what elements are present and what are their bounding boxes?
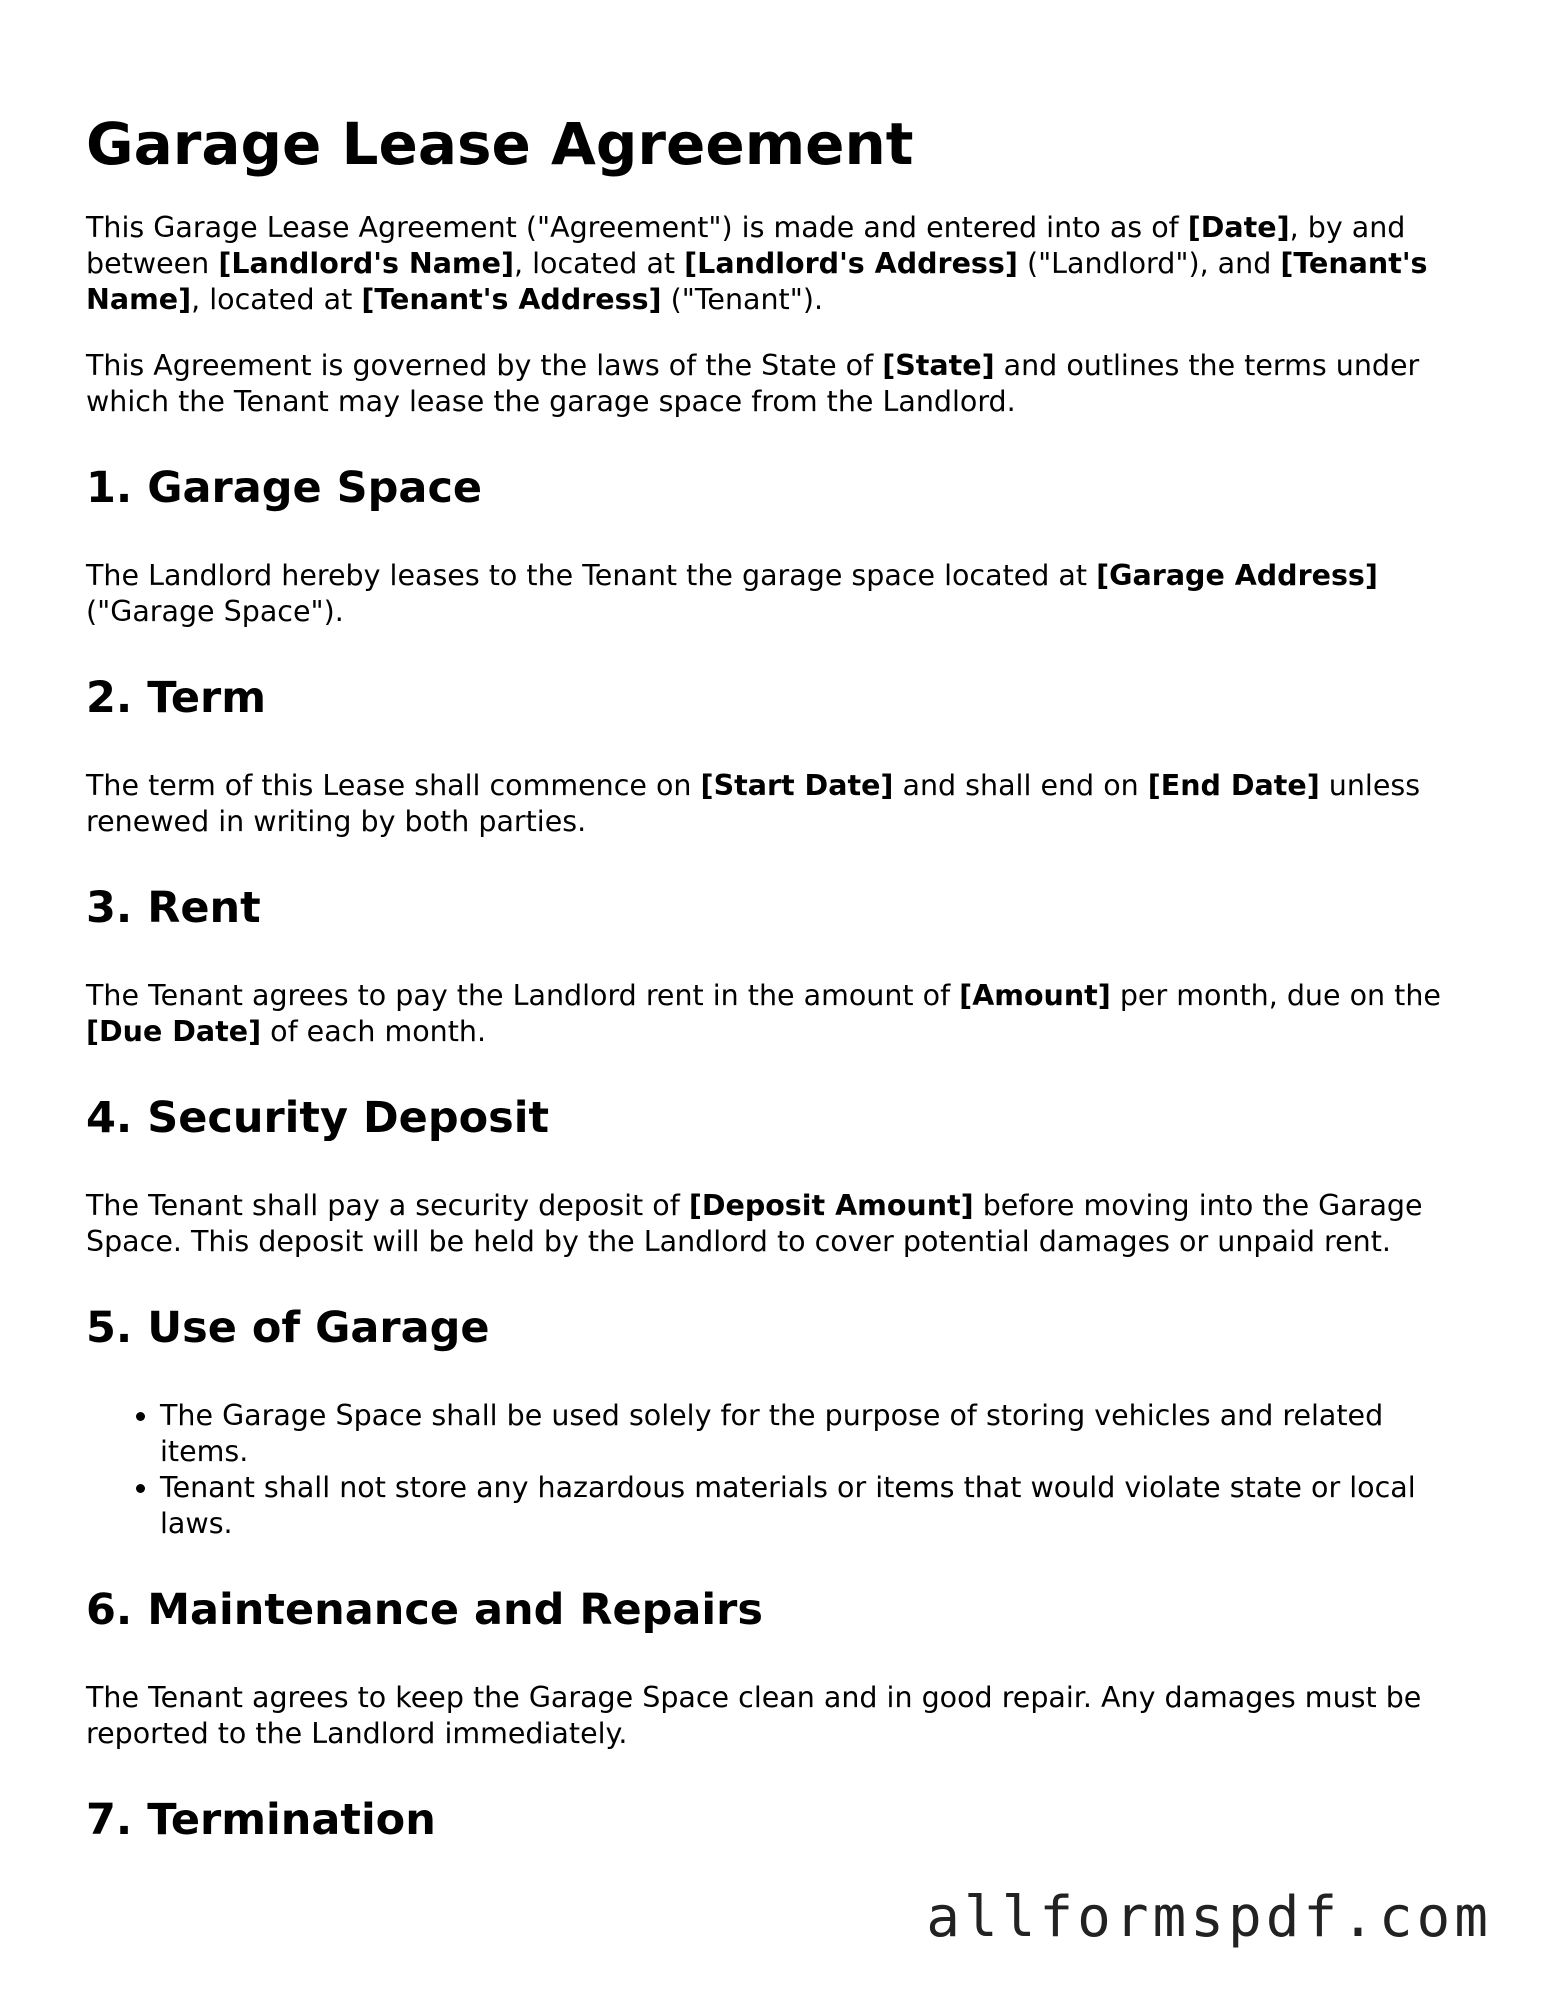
placeholder-tenant-name: [Tenant's Name] [86, 247, 1428, 316]
list-item: • The Garage Space shall be used solely for the purpose of storing vehicles and related items. [160, 1398, 1466, 1470]
section-heading-use-of-garage: 5. Use of Garage [86, 1303, 490, 1353]
placeholder-start-date: [Start Date] [700, 769, 894, 802]
placeholder-state: [State] [882, 349, 995, 382]
section-heading-term: 2. Term [86, 673, 267, 723]
section-text-rent: The Tenant agrees to pay the Landlord rent in the amount of [Amount] per month, due on the [Due Date] of each month. [86, 979, 1441, 1048]
section-text-security-deposit: The Tenant shall pay a security deposit of [Deposit Amount] before moving into the Garage Space. This deposit will be held by the Landlord to cover potential damages or unpaid rent. [86, 1189, 1423, 1258]
placeholder-deposit-amount: [Deposit Amount] [688, 1189, 974, 1222]
watermark-text: allformspdf.com [926, 1885, 1492, 1950]
placeholder-landlord-address: [Landlord's Address] [684, 247, 1018, 280]
intro-paragraph-parties: This Garage Lease Agreement ("Agreement") is made and entered into as of [Date], by and between [Landlord's Name], located at [Landlord's Address] ("Landlord"), and [Tenant's Name], located at [Tenant's Address] ("Tenant"). [86, 211, 1428, 316]
placeholder-garage-address: [Garage Address] [1096, 559, 1378, 592]
document-title: Garage Lease Agreement [86, 110, 914, 178]
section-text-term: The term of this Lease shall commence on [Start Date] and shall end on [End Date] unless renewed in writing by both parties. [86, 769, 1421, 838]
placeholder-date: [Date] [1187, 211, 1290, 244]
placeholder-tenant-address: [Tenant's Address] [361, 283, 662, 316]
placeholder-amount: [Amount] [959, 979, 1111, 1012]
placeholder-end-date: [End Date] [1147, 769, 1320, 802]
section-text-maintenance: The Tenant agrees to keep the Garage Space clean and in good repair. Any damages must be reported to the Landlord immediately. [86, 1681, 1422, 1750]
intro-paragraph-governing-law: This Agreement is governed by the laws of the State of [State] and outlines the terms under which the Tenant may lease the garage space from the Landlord. [86, 349, 1420, 418]
section-heading-garage-space: 1. Garage Space [86, 463, 483, 513]
placeholder-landlord-name: [Landlord's Name] [218, 247, 514, 280]
section-heading-rent: 3. Rent [86, 883, 261, 933]
use-of-garage-list [86, 1398, 1466, 1542]
section-heading-termination: 7. Termination [86, 1795, 436, 1845]
section-heading-maintenance: 6. Maintenance and Repairs [86, 1585, 763, 1635]
list-item: • Tenant shall not store any hazardous materials or items that would violate state or local laws. [160, 1470, 1466, 1542]
section-text-garage-space: The Landlord hereby leases to the Tenant the garage space located at [Garage Address] ("Garage Space"). [86, 559, 1378, 628]
section-heading-security-deposit: 4. Security Deposit [86, 1093, 550, 1143]
document-page [86, 104, 1466, 1890]
placeholder-due-date: [Due Date] [86, 1015, 262, 1048]
